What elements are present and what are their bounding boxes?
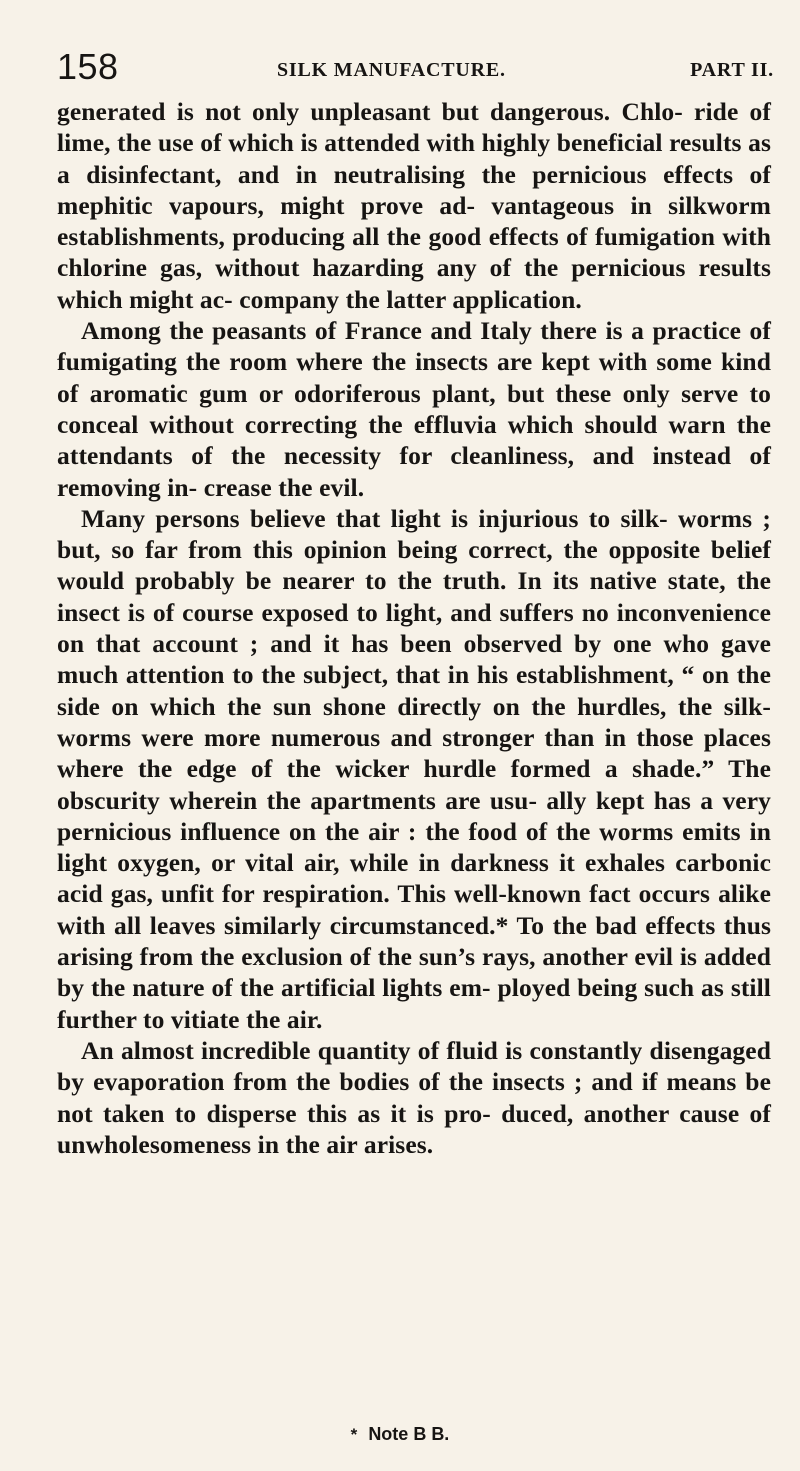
footnote-text: Note B B. [368, 1424, 450, 1444]
paragraph-3: Many persons believe that light is injurious to silk- worms ; but, so far from this opinion being correct, the opposite belief would probably be nearer to the truth. In its native state, the insect is of course exposed to light, and suffers no inconvenience on that account ; and it has been observed by one who gave much attention to the subject, that in his establishment, “ on the side on which the sun shone directly on the hurdles, the silk- worms were more numerous and stronger than in those places where the edge of the wicker hurdle formed a shade.” The obscurity wherein the apartments are usu- ally kept has a very pernicious influence on the air : the food of the worms emits in light oxygen, or vital air, while in darkness it exhales carbonic acid gas, unfit for respiration. This well-known fact occurs alike with all leaves similarly circumstanced.* To the bad effects thus arising from the exclusion of the sun’s rays, another evil is added by the nature of the artificial lights em- ployed being such as still further to vitiate the air. [57, 503, 771, 1034]
paragraph-1: generated is not only unpleasant but dangerous. Chlo- ride of lime, the use of which is attended with highly beneficial results as a disinfectant, and in neutralising the pernicious effects of mephitic vapours, might prove ad- vantageous in silkworm establishments, producing all the good effects of fumigation with chlorine gas, without hazarding any of the pernicious results which might ac- company the latter application. [57, 97, 771, 314]
part-label: PART II. [690, 59, 774, 81]
running-head [57, 46, 774, 88]
paragraph-2: Among the peasants of France and Italy there is a practice of fumigating the room where the insects are kept with some kind of aromatic gum or odoriferous plant, but these only serve to conceal without correcting the effluvia which should warn the attendants of the necessity for cleanliness, and instead of removing in- crease the evil. [57, 316, 771, 502]
running-title: SILK MANUFACTURE. [277, 59, 506, 81]
page-number: 158 [57, 46, 119, 87]
body-text [57, 96, 771, 1160]
paragraph-4: An almost incredible quantity of fluid is constantly disengaged by evaporation from the bodies of the insects ; and if means be not taken to disperse this as it is pro- duced, another cause of unwholesomeness in the air arises. [57, 1035, 771, 1159]
footnote-mark: * [350, 1425, 358, 1444]
footnote [0, 1422, 800, 1447]
